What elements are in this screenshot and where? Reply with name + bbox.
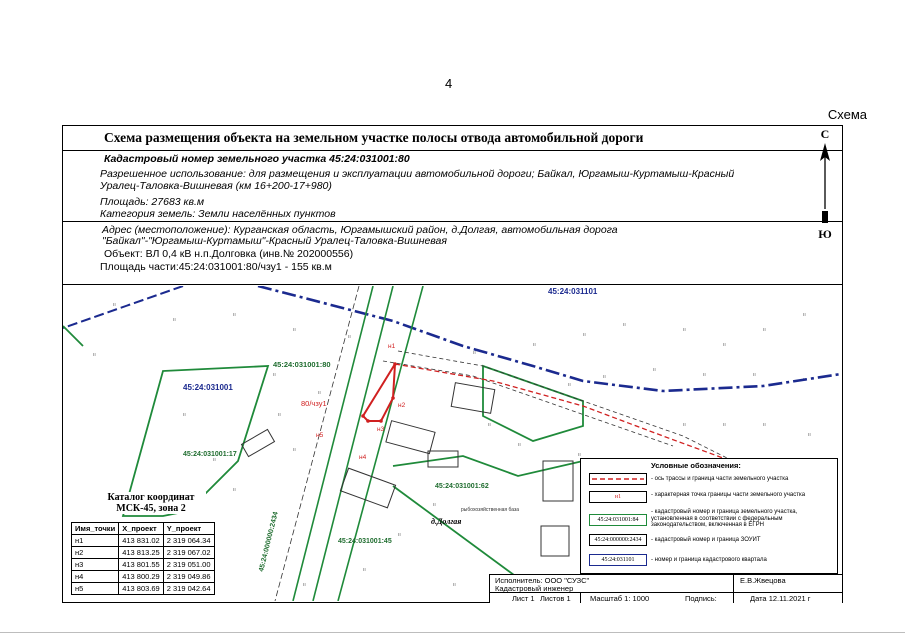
table-row — [72, 559, 215, 571]
legend-swatch-quarter — [589, 554, 647, 566]
table-row — [72, 535, 215, 547]
cell: н5 — [72, 583, 119, 595]
page-number: 4 — [445, 76, 453, 91]
svg-text:ıı: ıı — [433, 502, 436, 508]
svg-text:ıı: ıı — [363, 567, 366, 573]
road-axis — [275, 286, 359, 601]
land-category-line: Категория земель: Земли населённых пунктов — [100, 208, 336, 220]
sheet: Лист 1 — [512, 594, 535, 603]
cell: 2 319 042.64 — [163, 583, 214, 595]
engineer-name: Е.В.Жвецова — [740, 576, 786, 585]
base-label: рыбохозяйственная база — [461, 507, 520, 513]
cell: н4 — [72, 571, 119, 583]
svg-text:ıı: ıı — [233, 487, 236, 493]
part-area-line: Площадь части:45:24:031001:80/чзу1 - 155 кв.м — [100, 261, 332, 273]
svg-text:ıı: ıı — [763, 422, 766, 428]
info-separator — [62, 221, 843, 222]
svg-text:ıı: ıı — [113, 302, 116, 308]
coordinate-catalog-table — [71, 522, 215, 595]
svg-text:ıı: ıı — [653, 367, 656, 373]
svg-text:ıı: ıı — [473, 350, 476, 356]
legend-swatch-parcel — [589, 514, 647, 526]
svg-text:ıı: ıı — [568, 382, 571, 388]
svg-text:ıı: ıı — [753, 372, 756, 378]
svg-text:ıı: ıı — [803, 312, 806, 318]
quarter-boundary-left — [63, 286, 183, 328]
catalog-title-line1: Каталог координат — [107, 492, 195, 503]
svg-text:ıı: ıı — [703, 372, 706, 378]
cell: 413 813.25 — [119, 547, 164, 559]
svg-text:ıı: ıı — [723, 342, 726, 348]
legend-text-quarter: - номер и граница кадастрового квартала — [651, 557, 767, 563]
title-block — [489, 574, 842, 603]
legend-text-zone: - кадастровый номер и граница ЗОУИТ — [651, 537, 761, 543]
svg-text:ıı: ıı — [488, 422, 491, 428]
cell: 2 319 049.86 — [163, 571, 214, 583]
header-point: Имя_точки — [72, 523, 119, 535]
engineer: Кадастровый инженер — [495, 584, 574, 593]
cell: 413 801.55 — [119, 559, 164, 571]
svg-text:ıı: ıı — [318, 390, 321, 396]
title-separator — [62, 150, 843, 151]
svg-text:ıı: ıı — [583, 332, 586, 338]
legend — [580, 458, 838, 574]
road-corridor — [293, 286, 423, 601]
legend-text-parcel: - кадастровый номер и граница земельного участка, установленная в соответствии с федеральным законодательством, включенная в ЕГРН — [651, 509, 798, 528]
object-route — [395, 364, 723, 458]
catalog-title-line2: МСК-45, зона 2 — [116, 503, 186, 514]
svg-text:ıı: ıı — [683, 422, 686, 428]
cell: 413 800.29 — [119, 571, 164, 583]
signature: Подпись: — [685, 594, 717, 603]
legend-text-point: - характерная точка границы части земельного участка — [651, 492, 806, 498]
address-line2: "Байкал"-"Юргамыш-Куртамыш"-Красный Уралец-Таловка-Вишневая — [102, 235, 448, 247]
document-title: Схема размещения объекта на земельном участке полосы отвода автомобильной дороги — [104, 130, 644, 145]
village-label: д.Долгая — [431, 517, 462, 526]
svg-text:ıı: ıı — [453, 582, 456, 588]
svg-text:ıı: ıı — [183, 412, 186, 418]
svg-text:ıı: ıı — [278, 412, 281, 418]
cell: н1 — [72, 535, 119, 547]
executor: Исполнитель: ООО "СУЗС" — [495, 576, 590, 585]
north-label: С — [820, 127, 830, 141]
cell: 413 831.02 — [119, 535, 164, 547]
svg-text:ıı: ıı — [623, 322, 626, 328]
north-arrow — [810, 127, 840, 245]
quarter-label-top: 45:24:031101 — [548, 287, 598, 296]
area-line: Площадь: 27683 кв.м — [100, 196, 205, 208]
svg-text:ıı: ıı — [803, 377, 806, 383]
legend-swatch-quarter-label: 45:24:031101 — [601, 557, 635, 563]
header-x: X_проект — [119, 523, 164, 535]
legend-title: Условные обозначения: — [651, 461, 741, 470]
stamp-divider — [490, 592, 842, 593]
header-y: Y_проект — [163, 523, 214, 535]
cell: 2 319 051.00 — [163, 559, 214, 571]
object-line: Объект: ВЛ 0,4 кВ н.п.Долговка (инв.№ 202000556) — [104, 248, 354, 260]
legend-swatch-point-label: н1 — [614, 494, 622, 500]
route-line-icon — [590, 474, 646, 484]
table-row — [72, 583, 215, 595]
legend-text-route: - ось трассы и граница части земельного участка — [651, 476, 789, 482]
svg-text:ıı: ıı — [293, 447, 296, 453]
svg-text:ıı: ıı — [303, 582, 306, 588]
cell: 413 803.69 — [119, 583, 164, 595]
point-n1: н1 — [388, 343, 396, 350]
buildings — [242, 383, 573, 556]
fence-line — [398, 351, 733, 461]
svg-text:ıı: ıı — [93, 352, 96, 358]
schema-tag: Схема — [827, 107, 867, 122]
table-header-row — [72, 523, 215, 535]
legend-swatch-zone — [589, 534, 647, 546]
date: Дата 12.11.2021 г — [750, 594, 811, 603]
catalog-title — [96, 492, 206, 514]
parcel-label-62: 45:24:031001:62 — [435, 483, 489, 490]
table-row — [72, 547, 215, 559]
svg-text:ıı: ıı — [723, 422, 726, 428]
point-n3: н3 — [377, 426, 385, 433]
permitted-use-line2: Уралец-Таловка-Вишневая (км 16+200-17+980) — [100, 180, 332, 192]
svg-text:ıı: ıı — [173, 317, 176, 323]
page-bottom-line — [0, 632, 905, 633]
sheets: Листов 1 — [540, 594, 571, 603]
svg-text:ıı: ıı — [578, 452, 581, 458]
permitted-use-line1: Разрешенное использование: для размещения и эксплуатации автомобильной дороги; Байкал, Юргамыш-Куртамыш-Красный — [100, 168, 735, 180]
svg-text:ıı: ıı — [273, 372, 276, 378]
legend-swatch-route — [589, 473, 647, 485]
south-label: Ю — [818, 227, 832, 241]
svg-text:ıı: ıı — [398, 532, 401, 538]
address-line1: Адрес (местоположение): Курганская область, Юргамышский район, д.Долгая, автомобильная дорога — [102, 224, 618, 236]
cell: н2 — [72, 547, 119, 559]
map-separator — [62, 284, 843, 285]
svg-text:ıı: ıı — [348, 334, 351, 340]
svg-text:ıı: ıı — [603, 374, 606, 380]
svg-text:ıı: ıı — [213, 457, 216, 463]
cell: 2 319 064.34 — [163, 535, 214, 547]
point-n2: н2 — [398, 402, 406, 409]
svg-text:ıı: ıı — [518, 442, 521, 448]
svg-text:ıı: ıı — [293, 327, 296, 333]
svg-text:ıı: ıı — [763, 327, 766, 333]
quarter-label-left: 45:24:031001 — [183, 383, 233, 392]
point-n5: н5 — [316, 432, 324, 439]
part-label: 80/чзу1 — [301, 399, 327, 408]
legend-swatch-zone-label: 45:24:000000:2434 — [594, 537, 642, 543]
svg-text:ıı: ıı — [233, 312, 236, 318]
parcel-label-road: 45:24:000000:2434 — [258, 511, 280, 573]
svg-text:ıı: ıı — [808, 432, 811, 438]
legend-swatch-parcel-label: 45:24:031001:84 — [597, 517, 639, 523]
parcel-label-17: 45:24:031001:17 — [183, 451, 237, 458]
scale: Масштаб 1: 1000 — [590, 594, 650, 603]
svg-text:ıı: ıı — [683, 327, 686, 333]
cell: н3 — [72, 559, 119, 571]
svg-text:ıı: ıı — [533, 342, 536, 348]
parcel-label-45: 45:24:031001:45 — [338, 538, 392, 545]
parcel-label-80: 45:24:031001:80 — [273, 360, 331, 369]
point-n4: н4 — [359, 454, 367, 461]
cadastral-number-line: Кадастровый номер земельного участка 45:24:031001:80 — [104, 153, 410, 165]
legend-swatch-point — [589, 491, 647, 503]
cell: 2 319 067.02 — [163, 547, 214, 559]
table-row — [72, 571, 215, 583]
